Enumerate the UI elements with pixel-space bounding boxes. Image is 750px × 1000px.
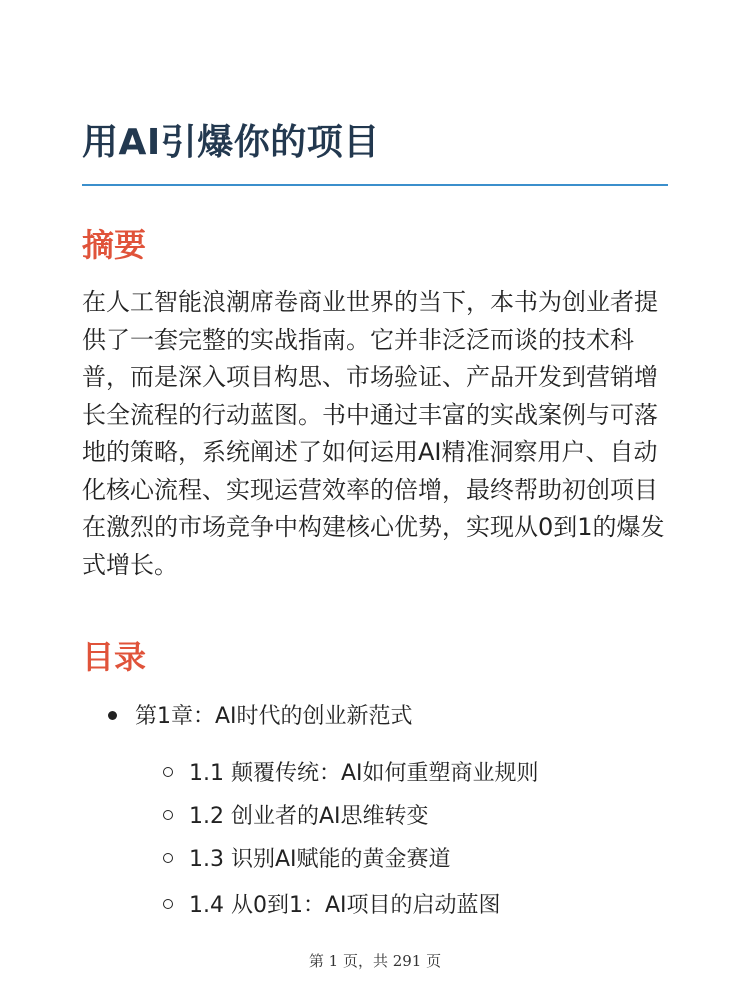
- abstract-heading: 摘要: [82, 226, 147, 264]
- toc-heading: 目录: [82, 638, 147, 676]
- toc-section-label: 1.4 从0到1：AI项目的启动蓝图: [189, 893, 501, 918]
- bullet-circle-icon: [163, 810, 173, 820]
- toc-chapter-label: 第1章：AI时代的创业新范式: [135, 704, 413, 729]
- bullet-circle-icon: [163, 899, 173, 909]
- toc-section-1-3: [163, 843, 451, 877]
- bullet-disc-icon: [108, 711, 117, 720]
- title-divider: [82, 184, 668, 186]
- toc-section-1-1: [163, 757, 539, 791]
- toc-chapter-1: [108, 700, 413, 734]
- toc-section-label: 1.1 颠覆传统：AI如何重塑商业规则: [189, 761, 539, 786]
- toc-section-label: 1.3 识别AI赋能的黄金赛道: [189, 847, 451, 872]
- toc-section-1-4: [163, 889, 501, 923]
- toc-section-1-2: [163, 800, 429, 834]
- abstract-paragraph: 在人工智能浪潮席卷商业世界的当下，本书为创业者提供了一套完整的实战指南。它并非泛泛而谈的技术科普，而是深入项目构思、市场验证、产品开发到营销增长全流程的行动蓝图。书中通过丰富的实战案例与可落地的策略，系统阐述了如何运用AI精准洞察用户、自动化核心流程、实现运营效率的倍增，最终帮助初创项目在激烈的市场竞争中构建核心优势，实现从0到1的爆发式增长。: [82, 288, 665, 579]
- document-title: 用AI引爆你的项目: [82, 122, 380, 163]
- page-number-footer: 第 1 页，共 291 页: [308, 952, 442, 970]
- bullet-circle-icon: [163, 767, 173, 777]
- toc-section-label: 1.2 创业者的AI思维转变: [189, 804, 429, 829]
- bullet-circle-icon: [163, 853, 173, 863]
